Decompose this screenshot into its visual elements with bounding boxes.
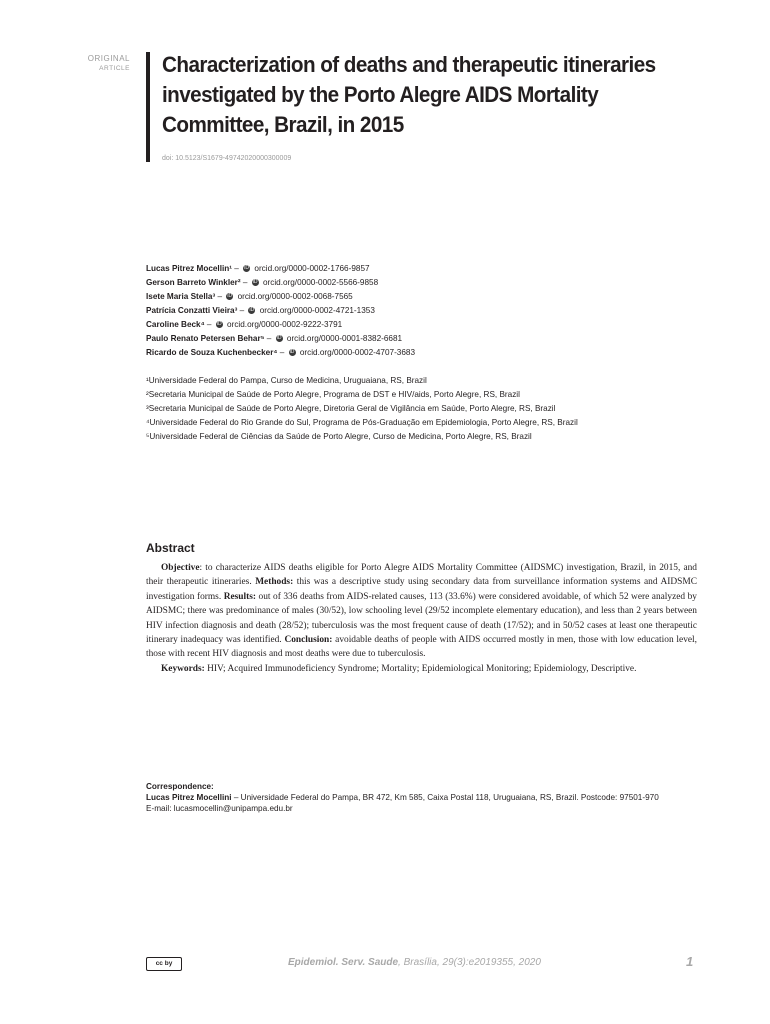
keywords-label: Keywords: bbox=[161, 663, 205, 674]
title-accent-bar bbox=[146, 52, 150, 162]
article-type-label bbox=[82, 54, 130, 74]
objective-label: Objective bbox=[161, 563, 200, 573]
article-type-line2: ARTICLE bbox=[99, 65, 130, 72]
article-type-line1: ORIGINAL bbox=[87, 54, 130, 63]
correspondence-block bbox=[146, 781, 706, 814]
orcid-link[interactable]: orcid.org/0000-0002-1766-9857 bbox=[254, 264, 370, 273]
author-list bbox=[146, 262, 706, 360]
orcid-icon: iD bbox=[276, 335, 282, 342]
affiliation-list bbox=[146, 374, 726, 444]
author-name: Lucas Pitrez Mocellin¹ bbox=[146, 264, 232, 273]
correspondence-name: Lucas Pitrez Mocellini bbox=[146, 793, 232, 802]
author-name: Ricardo de Souza Kuchenbecker⁴ bbox=[146, 348, 278, 357]
cc-license-badge[interactable]: cc by bbox=[146, 957, 182, 971]
orcid-icon: iD bbox=[216, 321, 222, 328]
affiliation-item: ¹Universidade Federal do Pampa, Curso de Medicina, Uruguaiana, RS, Brazil bbox=[146, 376, 427, 385]
page-title: Characterization of deaths and therapeutic itineraries investigated by the Porto Alegre AIDS Mortality Committee, Brazil, in 2015 bbox=[162, 52, 656, 137]
author-row: Patrícia Conzatti Vieira³ – iD orcid.org/0000-0002-4721-1353 bbox=[146, 306, 375, 315]
methods-label: Methods: bbox=[255, 577, 294, 588]
orcid-icon: iD bbox=[249, 307, 255, 314]
author-row: Caroline Beck⁴ – iD orcid.org/0000-0002-9222-3791 bbox=[146, 320, 343, 329]
abstract-paragraph bbox=[146, 561, 697, 662]
orcid-link[interactable]: orcid.org/0000-0002-9222-3791 bbox=[227, 320, 343, 329]
author-name: Gerson Barreto Winkler² bbox=[146, 278, 241, 287]
journal-footer bbox=[288, 957, 541, 968]
orcid-link[interactable]: orcid.org/0000-0002-5566-9858 bbox=[262, 278, 379, 287]
orcid-icon: iD bbox=[244, 265, 249, 272]
affiliation-item: ⁴Universidade Federal do Rio Grande do Sul, Programa de Pós-Graduação em Epidemiologia, Porto Alegre, RS, Brazil bbox=[146, 418, 578, 427]
author-row: Gerson Barreto Winkler² – iD orcid.org/0000-0002-5566-9858 bbox=[146, 278, 379, 287]
journal-citation: , Brasília, 29(3):e2019355, 2020 bbox=[398, 957, 541, 968]
page-number: 1 bbox=[686, 954, 694, 969]
author-name: Paulo Renato Petersen Behar⁵ bbox=[146, 334, 265, 343]
abstract-body bbox=[146, 561, 697, 676]
abstract-heading: Abstract bbox=[146, 541, 195, 555]
orcid-link[interactable]: orcid.org/0000-0002-4707-3683 bbox=[299, 348, 416, 357]
orcid-icon: iD bbox=[289, 349, 295, 356]
orcid-link[interactable]: orcid.org/0000-0002-4721-1353 bbox=[259, 306, 375, 315]
results-text: out of 336 deaths from AIDS-related causes, 113 (33.6%) were considered avoidable, of which 52 were analyzed by AIDSMC; there was predominance of males (30/52), low schooling level (29/52 incomplete elementary education), and less than 2 years between HIV infection diagnosis and death (28/52); tuberculosis was the most frequent cause of death (17/52); and in 50/52 cases at least one therapeutic itinerary inadequacy was identified. bbox=[146, 591, 697, 646]
methods-text: this was a descriptive study using secondary data from surveillance information systems and AIDSMC investigation forms. bbox=[146, 577, 697, 602]
author-row: Paulo Renato Petersen Behar⁵ – iD orcid.org/0000-0001-8382-6681 bbox=[146, 334, 403, 343]
author-name: Patrícia Conzatti Vieira³ bbox=[146, 306, 238, 315]
correspondence-email[interactable]: E-mail: lucasmocellin@unipampa.edu.br bbox=[146, 804, 293, 813]
conclusion-label: Conclusion: bbox=[284, 635, 333, 646]
journal-name: Epidemiol. Serv. Saude bbox=[288, 957, 399, 968]
orcid-icon: iD bbox=[227, 293, 233, 300]
results-label: Results: bbox=[223, 591, 256, 602]
author-name: Isete Maria Stella³ bbox=[146, 292, 216, 301]
author-row: Lucas Pitrez Mocellin¹ – iD orcid.org/0000-0002-1766-9857 bbox=[146, 264, 370, 273]
orcid-link[interactable]: orcid.org/0000-0002-0068-7565 bbox=[237, 292, 353, 301]
keywords-text: HIV; Acquired Immunodeficiency Syndrome; Mortality; Epidemiological Monitoring; Epidemiology, Descriptive. bbox=[204, 663, 637, 674]
author-row: Ricardo de Souza Kuchenbecker⁴ – iD orcid.org/0000-0002-4707-3683 bbox=[146, 348, 416, 357]
keywords-paragraph bbox=[146, 662, 697, 676]
orcid-link[interactable]: orcid.org/0000-0001-8382-6681 bbox=[286, 334, 403, 343]
conclusion-text: avoidable deaths of people with AIDS occurred mostly in men, those with low education level, those with recent HIV diagnosis and most deaths were due to tuberculosis. bbox=[146, 635, 697, 660]
correspondence-heading: Correspondence: bbox=[146, 782, 214, 791]
correspondence-address: – Universidade Federal do Pampa, BR 472, Km 585, Caixa Postal 118, Uruguaiana, RS, Brazil. Postcode: 97501-970 bbox=[231, 793, 659, 802]
doi-link[interactable]: doi: 10.5123/S1679-49742020000300009 bbox=[162, 155, 292, 162]
affiliation-item: ²Secretaria Municipal de Saúde de Porto Alegre, Programa de DST e HIV/aids, Porto Alegre, RS, Brazil bbox=[146, 390, 520, 399]
affiliation-item: ³Secretaria Municipal de Saúde de Porto Alegre, Diretoria Geral de Vigilância em Saúde, Porto Alegre, RS, Brazil bbox=[146, 404, 556, 413]
affiliation-item: ⁵Universidade Federal de Ciências da Saúde de Porto Alegre, Curso de Medicina, Porto Alegre, RS, Brazil bbox=[146, 432, 532, 441]
author-row: Isete Maria Stella³ – iD orcid.org/0000-0002-0068-7565 bbox=[146, 292, 353, 301]
author-name: Caroline Beck⁴ bbox=[146, 320, 205, 329]
orcid-icon: iD bbox=[252, 279, 258, 286]
objective-text: : to characterize AIDS deaths eligible for Porto Alegre AIDS Mortality Committee (AIDSMC) investigation, Brazil, in 2015, and their therapeutic itineraries. bbox=[146, 563, 697, 588]
